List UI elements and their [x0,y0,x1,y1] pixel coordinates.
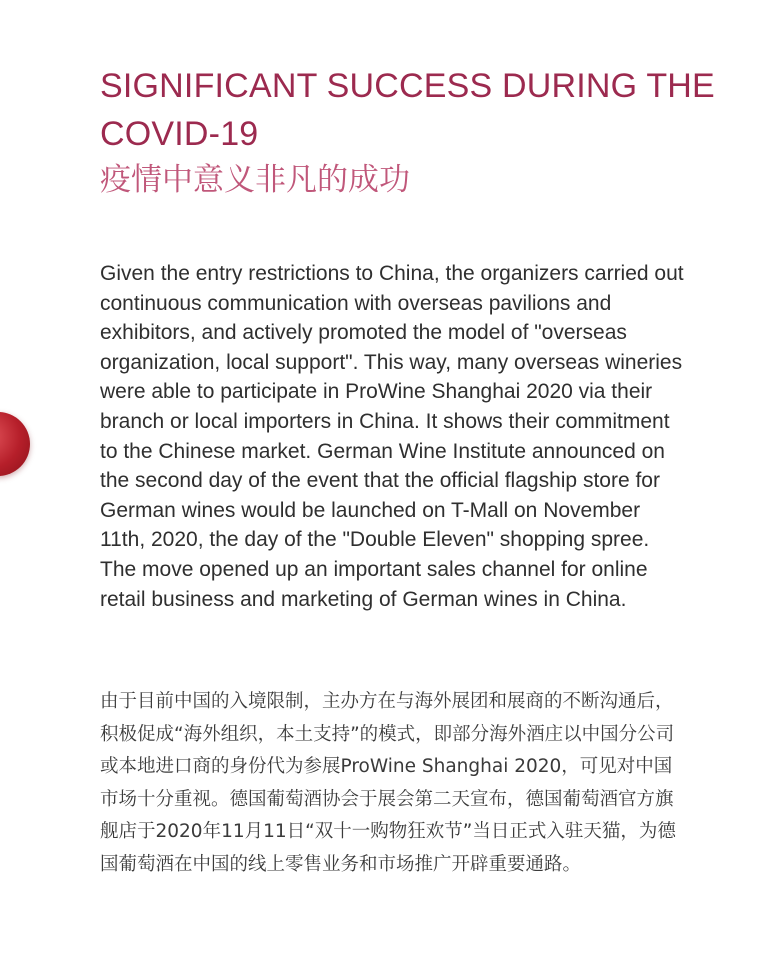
paragraph-chinese: 由于目前中国的入境限制，主办方在与海外展团和展商的不断沟通后， 积极促成“海外组织，本土支持”的模式，即部分海外酒庄以中国分公司或本地进口商的身份代为参展ProWine Shanghai 2020，可见对中国市场十分重视。德国葡萄酒协会于展会第二天宣布，德国葡萄酒官方旗舰店于2020年11月11日“双十一购物狂欢节”当日正式入驻天猫，为德国葡萄酒在中国的线上零售业务和市场推广开辟重要通路。 [100,691,676,875]
red-circle-decoration [0,412,30,476]
article-title-english: SIGNIFICANT SUCCESS DURING THE COVID-19 [100,67,715,153]
paragraph-english: Given the entry restrictions to China, the organizers carried out continuous communication with overseas pavilions and exhibitors, and actively promoted the model of "overseas organization, local support". This way, many overseas wineries were able to participate in ProWine Shanghai 2020 via their branch or local importers in China. It shows their commitment to the Chinese market. German Wine Institute announced on the second day of the event that the official flagship store for German wines would be launched on T-Mall on November 11th, 2020, the day of the "Double Eleven" shopping spree. The move opened up an important sales channel for online retail business and marketing of German wines in China. [100,262,684,611]
article-title-chinese: 疫情中意义非凡的成功 [100,162,410,198]
